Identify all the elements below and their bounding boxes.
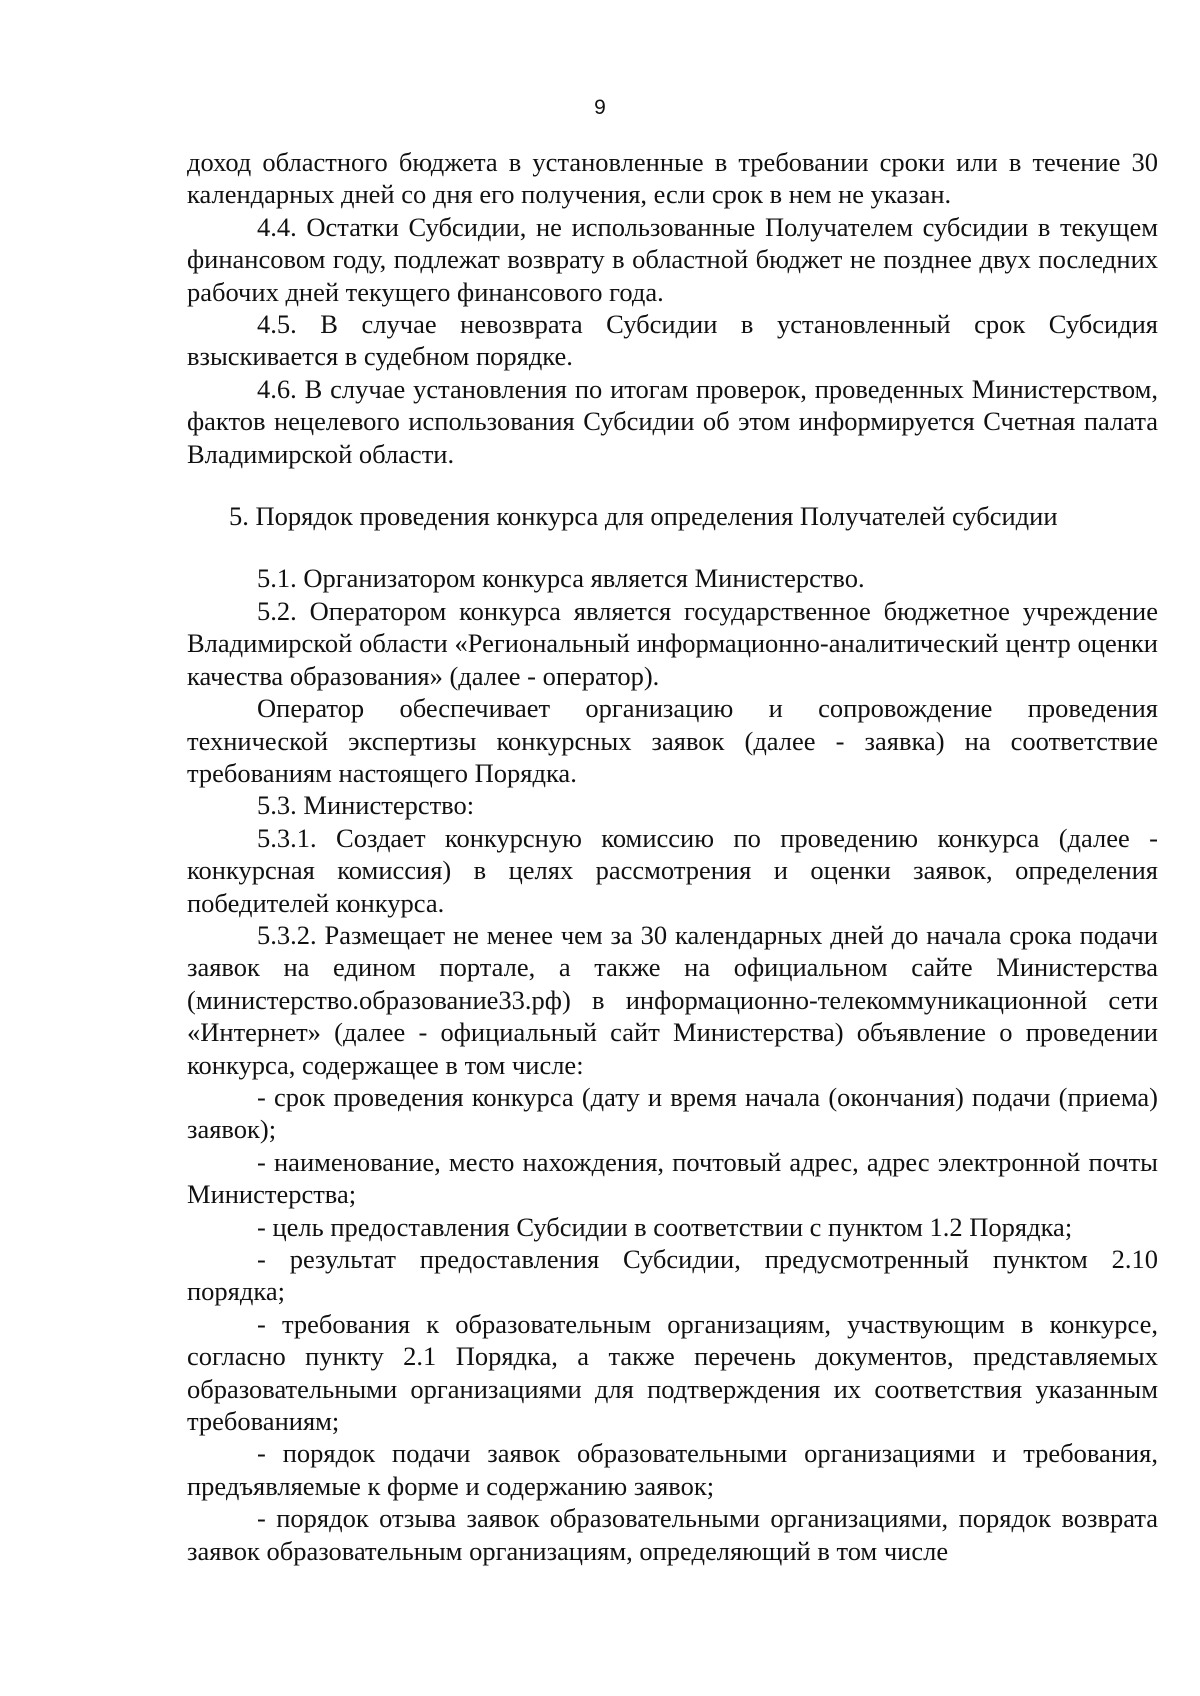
list-item-withdrawal-order: - порядок отзыва заявок образовательными организациями, порядок возврата заявок образовательным организациям, определяющий в том числе — [187, 1503, 1158, 1566]
paragraph-4-5: 4.5. В случае невозврата Субсидии в установленный срок Субсидия взыскивается в судебном порядке. — [187, 309, 1158, 372]
paragraph-5-2: 5.2. Оператором конкурса является государственное бюджетное учреждение Владимирской области «Региональный информационно-аналитический центр оценки качества образования» (далее - оператор). — [187, 595, 1158, 691]
paragraph-5-3-1: 5.3.1. Создает конкурсную комиссию по проведению конкурса (далее - конкурсная комиссия) в целях рассмотрения и оценки заявок, определения победителей конкурса. — [187, 822, 1158, 918]
list-item-name-address: - наименование, место нахождения, почтовый адрес, адрес электронной почты Министерства; — [187, 1146, 1158, 1210]
page-number: 9 — [594, 96, 606, 119]
paragraph-4-6: 4.6. В случае установления по итогам проверок, проведенных Министерством, фактов нецелевого использования Субсидии об этом информируется Счетная палата Владимирской области. — [187, 373, 1158, 469]
paragraph-4-4: 4.4. Остатки Субсидии, не использованные Получателем субсидии в текущем финансовом году, подлежат возврату в областной бюджет не позднее двух последних рабочих дней текущего финансового года. — [187, 211, 1158, 307]
list-item-goal: - цель предоставления Субсидии в соответствии с пунктом 1.2 Порядка; — [257, 1211, 1073, 1242]
paragraph-5-3-2: 5.3.2. Размещает не менее чем за 30 календарных дней до начала срока подачи заявок на едином портале, а также на официальном сайте Министерства (министерство.образование33.рф) в информационно-телекоммуникационной сети «Интернет» (далее - официальный сайт Министерства) объявление о проведении конкурса, содержащее в том числе: — [187, 919, 1158, 1080]
list-item-deadline: - срок проведения конкурса (дату и время начала (окончания) подачи (приема) заявок); — [187, 1081, 1158, 1145]
list-item-submission-order: - порядок подачи заявок образовательными организациями и требования, предъявляемые к форме и содержанию заявок; — [187, 1438, 1158, 1501]
list-item-result: - результат предоставления Субсидии, предусмотренный пунктом 2.10 порядка; — [187, 1244, 1158, 1307]
paragraph-continuation: доход областного бюджета в установленные в требовании сроки или в течение 30 календарных дней со дня его получения, если срок в нем не указан. — [187, 147, 1158, 210]
paragraph-5-3: 5.3. Министерство: — [257, 790, 475, 821]
section-heading-5: 5. Порядок проведения конкурса для определения Получателей субсидии — [229, 501, 1058, 532]
paragraph-operator: Оператор обеспечивает организацию и сопровождение проведения технической экспертизы конкурсных заявок (далее - заявка) на соответствие требованиям настоящего Порядка. — [187, 693, 1158, 788]
paragraph-5-1: 5.1. Организатором конкурса является Министерство. — [257, 563, 865, 594]
document-body — [187, 146, 1158, 1567]
list-item-requirements: - требования к образовательным организациям, участвующим в конкурсе, согласно пункту 2.1 Порядка, а также перечень документов, представляемых образовательными организациями для подтверждения их соответствия указанным требованиям; — [187, 1308, 1158, 1437]
